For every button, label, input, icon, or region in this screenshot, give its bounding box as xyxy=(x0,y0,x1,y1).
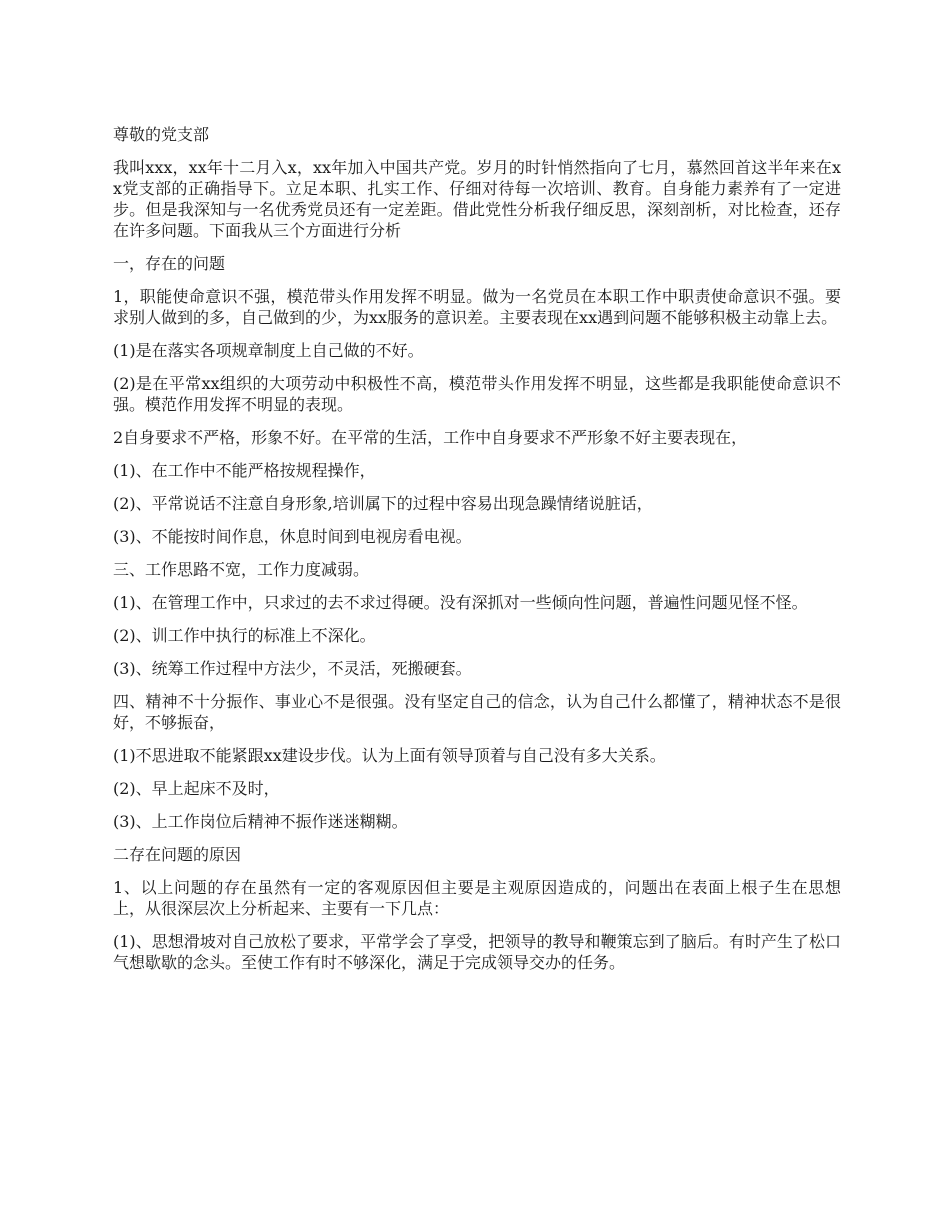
list-item: (2)、训工作中执行的标准上不深化。 xyxy=(113,626,376,645)
list-item: (2)是在平常xx组织的大项劳动中积极性不高，模范带头作用发挥不明显，这些都是我职能使命意识不强。模范作用发挥不明显的表现。 xyxy=(113,374,841,414)
intro-paragraph: 我叫xxx，xx年十二月入x，xx年加入中国共产党。岁月的时针悄然指向了七月，慕然回首这半年来在xx党支部的正确指导下。立足本职、扎实工作、仔细对待每一次培训、教育。自身能力素养有了一定进步。但是我深知与一名优秀党员还有一定差距。借此党性分析我仔细反思，深刻剖析，对比检查，还存在许多问题。下面我从三个方面进行分析 xyxy=(113,158,841,240)
document-body xyxy=(113,124,841,985)
section-heading: 二存在问题的原因 xyxy=(113,845,242,864)
section-heading: 三、工作思路不宽，工作力度减弱。 xyxy=(113,560,370,579)
salutation: 尊敬的党支部 xyxy=(113,125,210,144)
list-item: (2)、早上起床不及时， xyxy=(113,779,280,798)
paragraph: 2自身要求不严格，形象不好。在平常的生活，工作中自身要求不严形象不好主要表现在， xyxy=(113,428,748,447)
list-item: (2)、平常说话不注意自身形象,培训属下的过程中容易出现急躁情绪说脏话， xyxy=(113,494,653,513)
list-item: (3)、上工作岗位后精神不振作迷迷糊糊。 xyxy=(113,812,408,831)
paragraph: 1、以上问题的存在虽然有一定的客观原因但主要是主观原因造成的，问题出在表面上根子生在思想上，从很深层次上分析起来、主要有一下几点： xyxy=(113,878,841,918)
list-item: (1)不思进取不能紧跟xx建设步伐。认为上面有领导顶着与自己没有多大关系。 xyxy=(113,746,666,765)
list-item: (1)是在落实各项规章制度上自己做的不好。 xyxy=(113,341,424,360)
list-item: (1)、思想滑坡对自己放松了要求，平常学会了享受，把领导的教导和鞭策忘到了脑后。有时产生了松口气想歇歇的念头。至使工作有时不够深化，满足于完成领导交办的任务。 xyxy=(113,932,841,972)
list-item: (1)、在工作中不能严格按规程操作， xyxy=(113,461,376,480)
list-item: (1)、在管理工作中，只求过的去不求过得硬。没有深抓对一些倾向性问题，普遍性问题见怪不怪。 xyxy=(113,593,808,612)
section-heading: 一，存在的问题 xyxy=(113,254,226,273)
section-heading: 四、精神不十分振作、事业心不是很强。没有坚定自己的信念，认为自己什么都懂了，精神状态不是很好，不够振奋， xyxy=(113,692,841,732)
paragraph: 1，职能使命意识不强，模范带头作用发挥不明显。做为一名党员在本职工作中职责使命意识不强。要求别人做到的多，自己做到的少，为xx服务的意识差。主要表现在xx遇到问题不能够积极主动靠上去。 xyxy=(113,287,841,327)
list-item: (3)、统筹工作过程中方法少，不灵活，死搬硬套。 xyxy=(113,659,472,678)
list-item: (3)、不能按时间作息，休息时间到电视房看电视。 xyxy=(113,527,472,546)
